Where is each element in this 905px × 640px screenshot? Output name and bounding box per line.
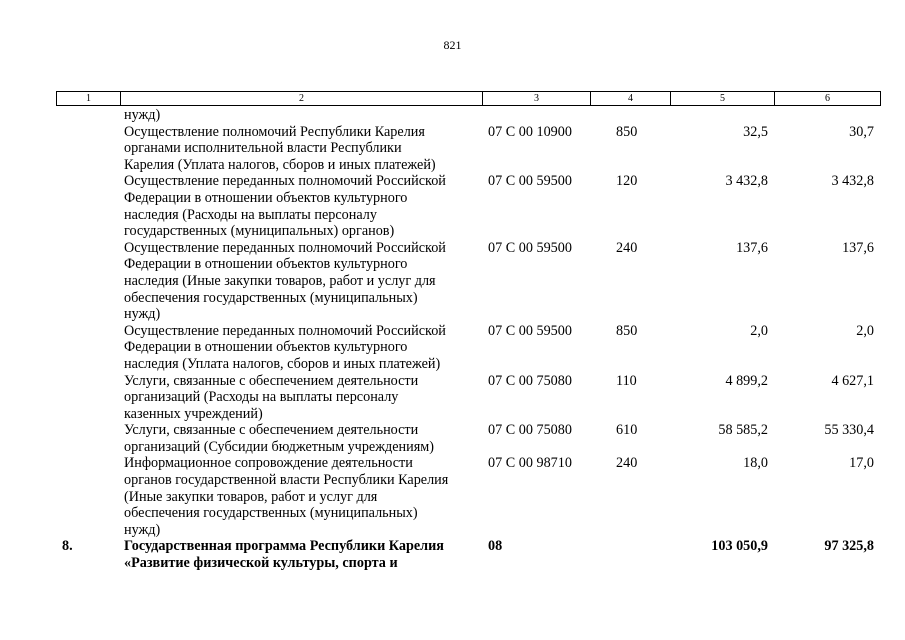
- row-description: [120, 538, 482, 571]
- row-number: [56, 373, 120, 423]
- description-line: наследия (Иные закупки товаров, работ и услуг для: [124, 272, 436, 289]
- description-line: Осуществление полномочий Республики Карелия: [124, 123, 425, 140]
- description-line: нужд): [124, 107, 161, 123]
- column-header-3: 3: [483, 92, 591, 106]
- row-expense-type: 610: [616, 422, 638, 439]
- description-line: Федерации в отношении объектов культурного: [124, 339, 408, 356]
- row-number: [56, 173, 120, 239]
- row-number: [56, 422, 120, 455]
- row-target-code: [482, 107, 590, 124]
- row-amount-1: 2,0: [750, 322, 768, 339]
- row-number: [56, 107, 120, 124]
- description-line: Карелия (Уплата налогов, сборов и иных платежей): [124, 156, 436, 173]
- row-number: [56, 455, 120, 538]
- description-line: органов государственной власти Республики Карелия: [124, 472, 449, 489]
- row-number: [56, 124, 120, 174]
- row-amount-1: 18,0: [743, 455, 768, 472]
- table-row: [56, 323, 880, 373]
- row-amount-1: [670, 107, 774, 124]
- description-line: Федерации в отношении объектов культурного: [124, 256, 408, 273]
- row-amount-1: 32,5: [743, 123, 768, 140]
- description-line: наследия (Уплата налогов, сборов и иных платежей): [124, 355, 441, 372]
- table-row: [56, 538, 880, 571]
- row-amount-2: 137,6: [842, 239, 874, 256]
- description-line: наследия (Расходы на выплаты персоналу: [124, 206, 377, 223]
- row-number: 8.: [62, 538, 73, 555]
- budget-table-body: [56, 107, 880, 572]
- column-header-1: 1: [57, 92, 121, 106]
- row-target-code: 08: [488, 538, 503, 555]
- row-target-code: 07 С 00 10900: [488, 123, 572, 140]
- column-header-6: 6: [775, 92, 881, 106]
- description-line: Услуги, связанные с обеспечением деятельности: [124, 422, 419, 439]
- row-description: [120, 422, 482, 455]
- row-target-code: 07 С 00 75080: [488, 422, 572, 439]
- description-line: обеспечения государственных (муниципальных): [124, 289, 418, 306]
- row-amount-1: 58 585,2: [718, 422, 768, 439]
- row-expense-type: 850: [616, 322, 638, 339]
- row-amount-1: 103 050,9: [711, 538, 768, 555]
- row-expense-type: 120: [616, 173, 638, 190]
- table-row: [56, 124, 880, 174]
- row-amount-2: [774, 107, 880, 124]
- row-expense-type: 240: [616, 455, 638, 472]
- table-row: [56, 107, 880, 124]
- description-line: Информационное сопровождение деятельности: [124, 455, 413, 472]
- row-target-code: 07 С 00 59500: [488, 239, 572, 256]
- description-line: Государственная программа Республики Карелия: [124, 538, 444, 555]
- row-amount-2: 4 627,1: [831, 372, 874, 389]
- column-header-table: [56, 91, 881, 106]
- row-amount-1: 137,6: [736, 239, 768, 256]
- row-target-code: 07 С 00 59500: [488, 322, 572, 339]
- table-row: [56, 422, 880, 455]
- description-line: нужд): [124, 521, 161, 538]
- row-number: [56, 323, 120, 373]
- description-line: обеспечения государственных (муниципальных): [124, 505, 418, 522]
- row-target-code: 07 С 00 59500: [488, 173, 572, 190]
- row-amount-2: 55 330,4: [824, 422, 874, 439]
- column-header-2: 2: [121, 92, 483, 106]
- row-description: [120, 323, 482, 373]
- description-line: казенных учреждений): [124, 405, 263, 422]
- table-row: [56, 173, 880, 239]
- page-number: 821: [443, 38, 462, 52]
- row-expense-type: 850: [616, 123, 638, 140]
- row-description: [120, 455, 482, 538]
- row-description: [120, 240, 482, 323]
- column-header-5: 5: [671, 92, 775, 106]
- row-amount-2: 17,0: [849, 455, 874, 472]
- description-line: Осуществление переданных полномочий Российской: [124, 239, 446, 256]
- description-line: органами исполнительной власти Республики: [124, 140, 402, 157]
- row-expense-type: 110: [616, 372, 637, 389]
- description-line: нужд): [124, 306, 161, 323]
- row-description: [120, 173, 482, 239]
- row-target-code: 07 С 00 75080: [488, 372, 572, 389]
- row-amount-2: 3 432,8: [831, 173, 874, 190]
- column-header-4: 4: [591, 92, 671, 106]
- table-row: [56, 455, 880, 538]
- row-description: [120, 124, 482, 174]
- row-amount-2: 2,0: [856, 322, 874, 339]
- description-line: Федерации в отношении объектов культурного: [124, 189, 408, 206]
- row-description: [120, 107, 482, 124]
- description-line: организаций (Субсидии бюджетным учреждениям): [124, 438, 434, 455]
- row-description: [120, 373, 482, 423]
- row-amount-2: 97 325,8: [824, 538, 874, 555]
- table-row: [56, 240, 880, 323]
- row-number: [56, 240, 120, 323]
- description-line: (Иные закупки товаров, работ и услуг для: [124, 488, 378, 505]
- description-line: «Развитие физической культуры, спорта и: [124, 555, 398, 572]
- description-line: организаций (Расходы на выплаты персоналу: [124, 389, 399, 406]
- row-amount-1: 4 899,2: [725, 372, 768, 389]
- row-amount-1: 3 432,8: [725, 173, 768, 190]
- description-line: Осуществление переданных полномочий Российской: [124, 322, 446, 339]
- row-expense-type: 240: [616, 239, 638, 256]
- description-line: государственных (муниципальных) органов): [124, 223, 395, 240]
- description-line: Осуществление переданных полномочий Российской: [124, 173, 446, 190]
- table-row: [56, 373, 880, 423]
- column-header-row: [57, 92, 881, 106]
- row-expense-type: [590, 538, 670, 571]
- description-line: Услуги, связанные с обеспечением деятельности: [124, 372, 419, 389]
- row-expense-type: [590, 107, 670, 124]
- row-target-code: 07 С 00 98710: [488, 455, 572, 472]
- row-amount-2: 30,7: [849, 123, 874, 140]
